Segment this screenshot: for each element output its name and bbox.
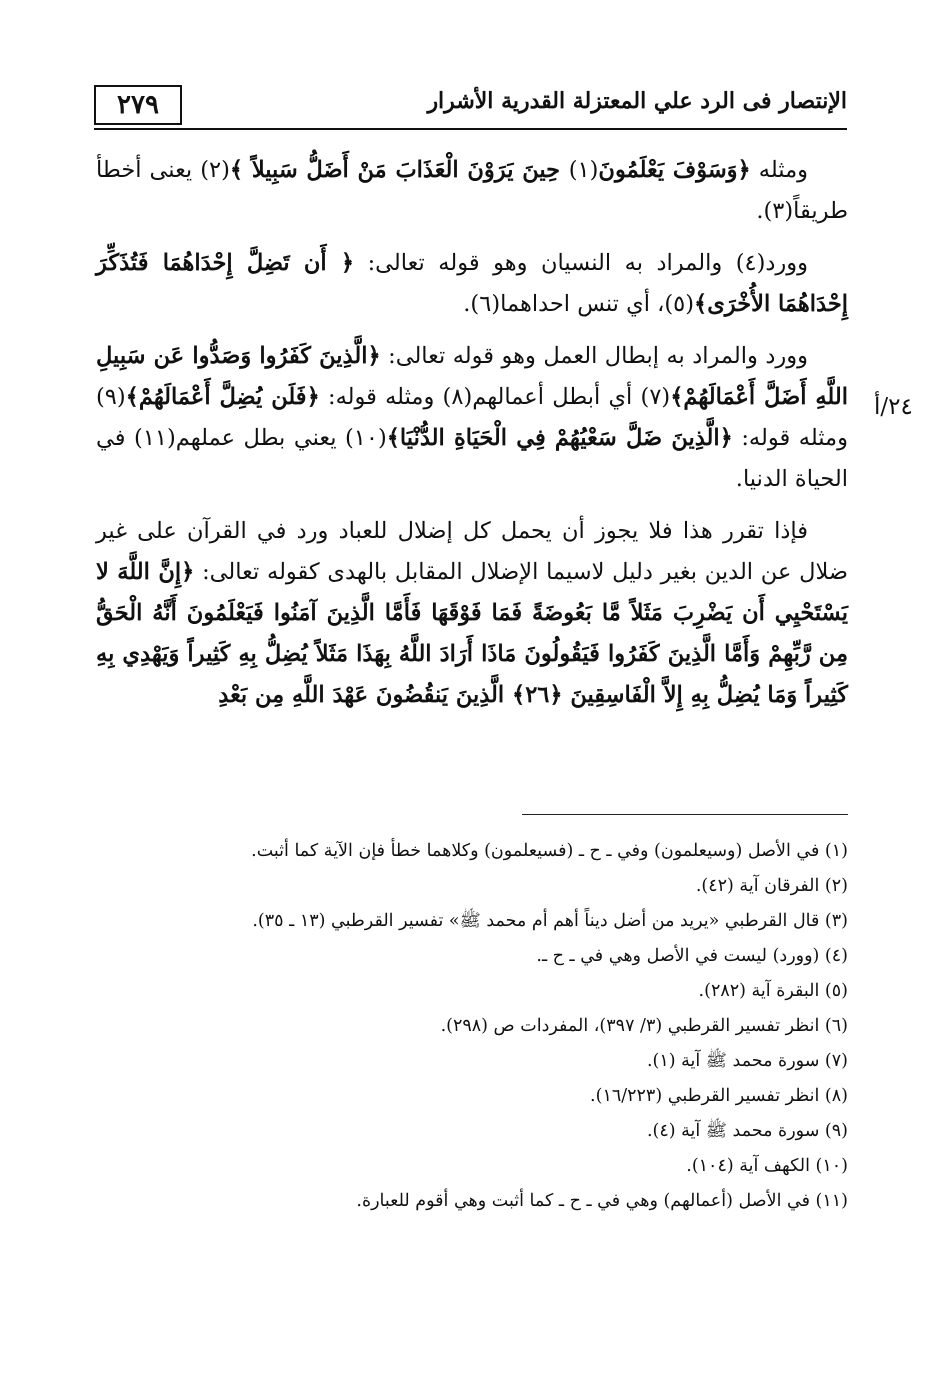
paragraph-text: (١) <box>568 157 599 183</box>
paragraph-text: (٥)، أي تنس احداهما(٦). <box>463 291 695 317</box>
footnote-separator <box>522 814 848 815</box>
footnote: (٥) البقرة آية (٢٨٢). <box>698 981 848 1001</box>
footnote: (٩) سورة محمد ﷺ آية (٤). <box>646 1121 848 1141</box>
paragraph-text: فإذا تقرر هذا فلا يجوز أن يحمل كل إضلال للعباد ورد في القرآن على غير ضلال عن الدين بغير دليل لاسيما الإضلال المقابل بالهدى كقوله تعالى: <box>96 518 849 585</box>
paragraph-text: (٩) ومثله قوله: <box>96 384 848 451</box>
paragraph <box>96 511 848 716</box>
footnote: (٢) الفرقان آية (٤٢). <box>695 876 848 896</box>
manuscript-folio-note: ٢٤/أ <box>874 394 913 420</box>
footnote: (٤) (وورد) ليست في الأصل وهي في ـ ح ـ. <box>536 946 848 966</box>
header-rule <box>94 128 847 130</box>
paragraph-text: ومثله <box>750 157 809 183</box>
footnote: (٣) قال القرطبي «يريد من أضل ديناً أهم أم محمد ﷺ» تفسير القرطبي (١٣ ـ ٣٥). <box>252 911 848 931</box>
paragraph <box>96 243 848 325</box>
quran-quote: ﴿الَّذِينَ ضَلَّ سَعْيُهُمْ فِي الْحَيَاةِ الدُّنْيَا﴾ <box>386 425 733 451</box>
paragraph-text: (٢) يعنى أخطأ طريقاً(٣). <box>96 157 848 224</box>
footnote: (٨) انظر تفسير القرطبي (١٦/٢٢٣). <box>590 1086 848 1106</box>
paragraph <box>96 336 848 500</box>
footnote: (١) في الأصل (وسيعلمون) وفي ـ ح ـ (فسيعلمون) وكلاهما خطأ فإن الآية كما أثبت. <box>251 841 848 861</box>
quran-quote: ﴿وَسَوْفَ يَعْلَمُونَ <box>598 157 751 183</box>
footnote: (١٠) الكهف آية (١٠٤). <box>686 1156 848 1176</box>
body-text <box>96 150 848 716</box>
footnote: (٧) سورة محمد ﷺ آية (١). <box>646 1051 848 1071</box>
paragraph-text: (١٠) يعني بطل عملهم(١١) في الحياة الدنيا. <box>96 425 848 492</box>
quran-quote: حِينَ يَرَوْنَ الْعَذَابَ مَنْ أَضَلُّ سَبِيلاً ﴾ <box>229 157 569 183</box>
paragraph-text: (٧) أي أبطل أعمالهم(٨) ومثله قوله: <box>319 384 671 410</box>
footnotes-list <box>96 834 848 1219</box>
quran-quote: ﴿فَلَن يُضِلَّ أَعْمَالَهُمْ﴾ <box>125 384 320 410</box>
paragraph-text: وورد والمراد به إبطال العمل وهو قوله تعالى: <box>380 343 808 369</box>
quran-quote: ﴿إِنَّ اللَّهَ لا يَسْتَحْيِي أَن يَضْرِبَ مَثَلاً مَّا بَعُوضَةً فَمَا فَوْقَهَا فَأَمَّا الَّذِينَ آمَنُوا فَيَعْلَمُونَ أَنَّهُ الْحَقُّ مِن رَّبِّهِمْ وَأَمَّا الَّذِينَ كَفَرُوا فَيَقُولُونَ مَاذَا أَرَادَ اللَّهُ بِهَذَا مَثَلاً يُضِلُّ بِهِ كَثِيراً وَيَهْدِي بِهِ كَثِيراً وَمَا يُضِلُّ بِهِ إِلاَّ الْفَاسِقِينَ ﴿٢٦﴾ الَّذِينَ يَنقُضُونَ عَهْدَ اللَّهِ مِن بَعْدِ <box>96 559 848 708</box>
footnote: (٦) انظر تفسير القرطبي (٣/ ٣٩٧)، المفردات ص (٢٩٨). <box>440 1016 848 1036</box>
running-title: الإنتصار فى الرد علي المعتزلة القدرية الأشرار <box>427 88 847 114</box>
page-number: ٢٧٩ <box>94 85 182 125</box>
quran-quote: ﴿ أَن تَضِلَّ إِحْدَاهُمَا فَتُذَكِّرَ إِحْدَاهُمَا الأُخْرَى﴾ <box>96 250 848 317</box>
paragraph-text: وورد(٤) والمراد به النسيان وهو قوله تعالى: <box>354 250 808 276</box>
paragraph <box>96 150 848 232</box>
footnote: (١١) في الأصل (أعمالهم) وهي في ـ ح ـ كما أثبت وهي أقوم للعبارة. <box>356 1191 848 1211</box>
quran-quote: ﴿الَّذِينَ كَفَرُوا وَصَدُّوا عَن سَبِيلِ اللَّهِ أَضَلَّ أَعْمَالَهُمْ﴾ <box>96 343 848 410</box>
